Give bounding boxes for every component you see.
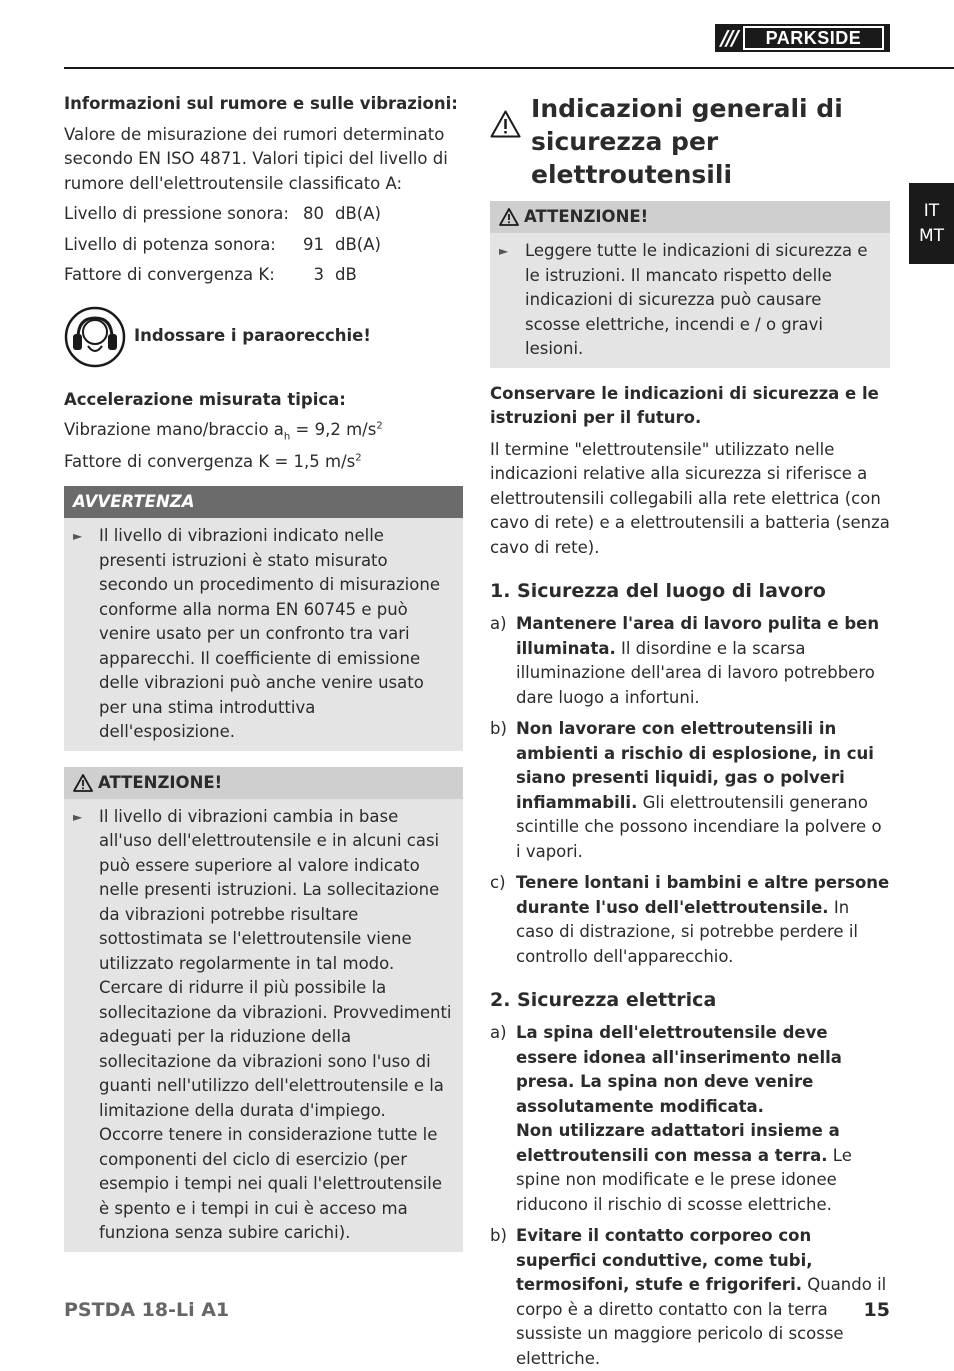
arrow-bullet-icon: ► xyxy=(73,529,83,543)
lang-it: IT xyxy=(923,200,940,221)
list-item xyxy=(490,871,890,969)
item-bold: Evitare il contatto corporeo con superfici conduttive, come tubi, termosifoni, stufe e frigoriferi. xyxy=(516,1226,813,1294)
spec-label: Fattore di convergenza K: xyxy=(64,265,275,284)
lang-mt: MT xyxy=(918,225,945,246)
vib-sup: 2 xyxy=(376,420,383,432)
spec-row xyxy=(64,233,463,258)
item-letter: b) xyxy=(490,1226,507,1245)
conv-text: Fattore di convergenza K = 1,5 m/s xyxy=(64,451,356,471)
page-number: 15 xyxy=(863,1299,890,1321)
item-text: Quando il corpo è a diretto contatto con la terra sussiste un maggiore pericolo di scosse elettriche. xyxy=(516,1275,887,1368)
item-text: Le spine non modificate e le prese idonee riducono il rischio di scosse elettriche. xyxy=(516,1145,852,1214)
item-letter: a) xyxy=(490,614,507,633)
spec-row xyxy=(64,263,463,288)
spec-unit: dB xyxy=(335,265,357,284)
spec-value: 3 xyxy=(313,265,324,284)
spec-row xyxy=(64,202,463,227)
item-body xyxy=(516,1021,890,1217)
ear-protection-row xyxy=(64,306,463,368)
left-column xyxy=(64,92,463,1252)
item-bold: Tenere lontani i bambini e altre persone durante l'uso dell'elettroutensile. xyxy=(516,873,890,917)
language-tab xyxy=(909,183,954,264)
item-body xyxy=(516,1224,890,1371)
spec-unit: dB(A) xyxy=(335,204,381,223)
item-letter: b) xyxy=(490,719,507,738)
item-letter: a) xyxy=(490,1023,507,1042)
brand-logo xyxy=(715,24,890,52)
convergence-line xyxy=(64,450,463,475)
list-item xyxy=(490,1224,890,1371)
item-bold: La spina dell'elettroutensile deve essere idonea all'inserimento nella presa. La spina non deve venire assolutamente modificata. xyxy=(516,1023,842,1116)
attenzione-body xyxy=(490,233,890,368)
avvertenza-title: AVVERTENZA xyxy=(64,486,463,518)
vib-value: = 9,2 m/s xyxy=(295,420,377,439)
ear-protection-label: Indossare i paraorecchie! xyxy=(134,326,371,346)
attenzione-title: ATTENZIONE! xyxy=(524,207,649,226)
avvertenza-body xyxy=(64,518,463,751)
section2-title: 2. Sicurezza elettrica xyxy=(490,989,717,1011)
vibration-line xyxy=(64,418,463,443)
item-text: Il disordine e la scarsa illuminazione dell'area di lavoro potrebbero dare luogo a infortuni. xyxy=(516,638,875,707)
item-letter: c) xyxy=(490,873,506,892)
attenzione-header xyxy=(64,767,463,799)
warning-icon xyxy=(499,208,519,226)
right-column xyxy=(490,92,890,1371)
item-bold: Non lavorare con elettroutensili in ambienti a rischio di esplosione, in cui siano presenti liquidi, gas o polveri infiammabili. xyxy=(516,719,874,812)
page-title: Indicazioni generali di sicurezza per elettroutensili xyxy=(531,94,843,189)
logo-slashes: /// xyxy=(721,25,737,50)
conv-sup: 2 xyxy=(355,452,362,463)
attenzione-body xyxy=(64,799,463,1252)
avvertenza-box xyxy=(64,486,463,751)
spec-label: Livello di potenza sonora: xyxy=(64,234,276,254)
item-body xyxy=(516,871,890,969)
attenzione-text: Il livello di vibrazioni cambia in base all'uso dell'elettroutensile e in alcuni casi può essere superiore al valore indicato nelle presenti istruzioni. La sollecitazione da vibrazioni potrebbe risultare sottostimata se l'elettroutensile viene utilizzato regolarmente in tal modo. Cercare di ridurre il più possibile la sollecitazione da vibrazioni. Provvedimenti adeguati per la riduzione della sollecitazione da vibrazioni sono l'uso di guanti nell'utilizzo dell'elettroutensile e la limitazione della durata d'impiego. Occorre tenere in considerazione tutte le componenti del ciclo di esercizio (per esempio i tempi nei quali l'elettroutensile è spento e i tempi in cui è acceso ma funziona senza subire carichi). xyxy=(99,806,452,1242)
spec-value: 80 xyxy=(303,204,324,223)
attenzione-box-right xyxy=(490,201,890,368)
keep-heading: Conservare le indicazioni di sicurezza e le istruzioni per il futuro. xyxy=(490,383,879,427)
attenzione-box-left xyxy=(64,767,463,1252)
vib-prefix: Vibrazione mano/braccio a xyxy=(64,420,284,439)
attenzione-header xyxy=(490,201,890,233)
item-text: Gli elettroutensili generano scintille che possono incendiare la polvere o i vapori. xyxy=(516,792,882,861)
logo-text: PARKSIDE xyxy=(743,26,884,50)
header-rule xyxy=(64,67,954,69)
noise-heading: Informazioni sul rumore e sulle vibrazioni: xyxy=(64,94,458,113)
attenzione-text: Leggere tutte le indicazioni di sicurezza e le istruzioni. Il mancato rispetto delle indicazioni di sicurezza può causare scosse elettriche, incendi e / o gravi lesioni. xyxy=(525,241,868,358)
spec-label: Livello di pressione sonora: xyxy=(64,204,289,223)
attenzione-title: ATTENZIONE! xyxy=(98,772,223,792)
noise-text: Valore de misurazione dei rumori determinato secondo EN ISO 4871. Valori tipici del livello di rumore dell'elettroutensile classificato A: xyxy=(64,124,448,193)
item-body xyxy=(516,717,890,864)
footer-model: PSTDA 18-Li A1 xyxy=(64,1299,230,1321)
item-bold: Non utilizzare adattatori insieme a elettroutensili con messa a terra. xyxy=(516,1121,840,1165)
ear-protection-icon xyxy=(64,306,126,368)
warning-icon xyxy=(73,774,93,792)
arrow-bullet-icon: ► xyxy=(73,809,83,824)
arrow-bullet-icon: ► xyxy=(499,244,509,258)
avvertenza-text: Il livello di vibrazioni indicato nelle presenti istruzioni è stato misurato secondo un procedimento di misurazione conforme alla norma EN 60745 e può venire usato per un confronto tra vari apparecchi. Il coefficiente di emissione delle vibrazioni può anche venire usato per una stima introduttiva dell'esposizione. xyxy=(99,526,440,741)
item-body xyxy=(516,612,890,710)
list-item xyxy=(490,612,890,710)
item-text: In caso di distrazione, si potrebbe perdere il controllo dell'apparecchio. xyxy=(516,897,858,966)
section-title-block xyxy=(490,92,890,191)
spec-unit: dB(A) xyxy=(335,234,381,254)
vib-sub: h xyxy=(283,431,291,443)
section1-title: 1. Sicurezza del luogo di lavoro xyxy=(490,580,826,602)
list-item xyxy=(490,717,890,864)
term-text: Il termine "elettroutensile" utilizzato nelle indicazioni relative alla sicurezza si riferisce a elettroutensili collegabili alla rete elettrica (con cavo di rete) e a elettroutensili a batteria (senza cavo di rete). xyxy=(490,439,890,557)
item-bold: Mantenere l'area di lavoro pulita e ben illuminata. xyxy=(516,614,880,658)
list-item xyxy=(490,1021,890,1217)
spec-value: 91 xyxy=(303,234,324,254)
warning-icon xyxy=(490,96,521,152)
accel-heading: Accelerazione misurata tipica: xyxy=(64,389,346,409)
